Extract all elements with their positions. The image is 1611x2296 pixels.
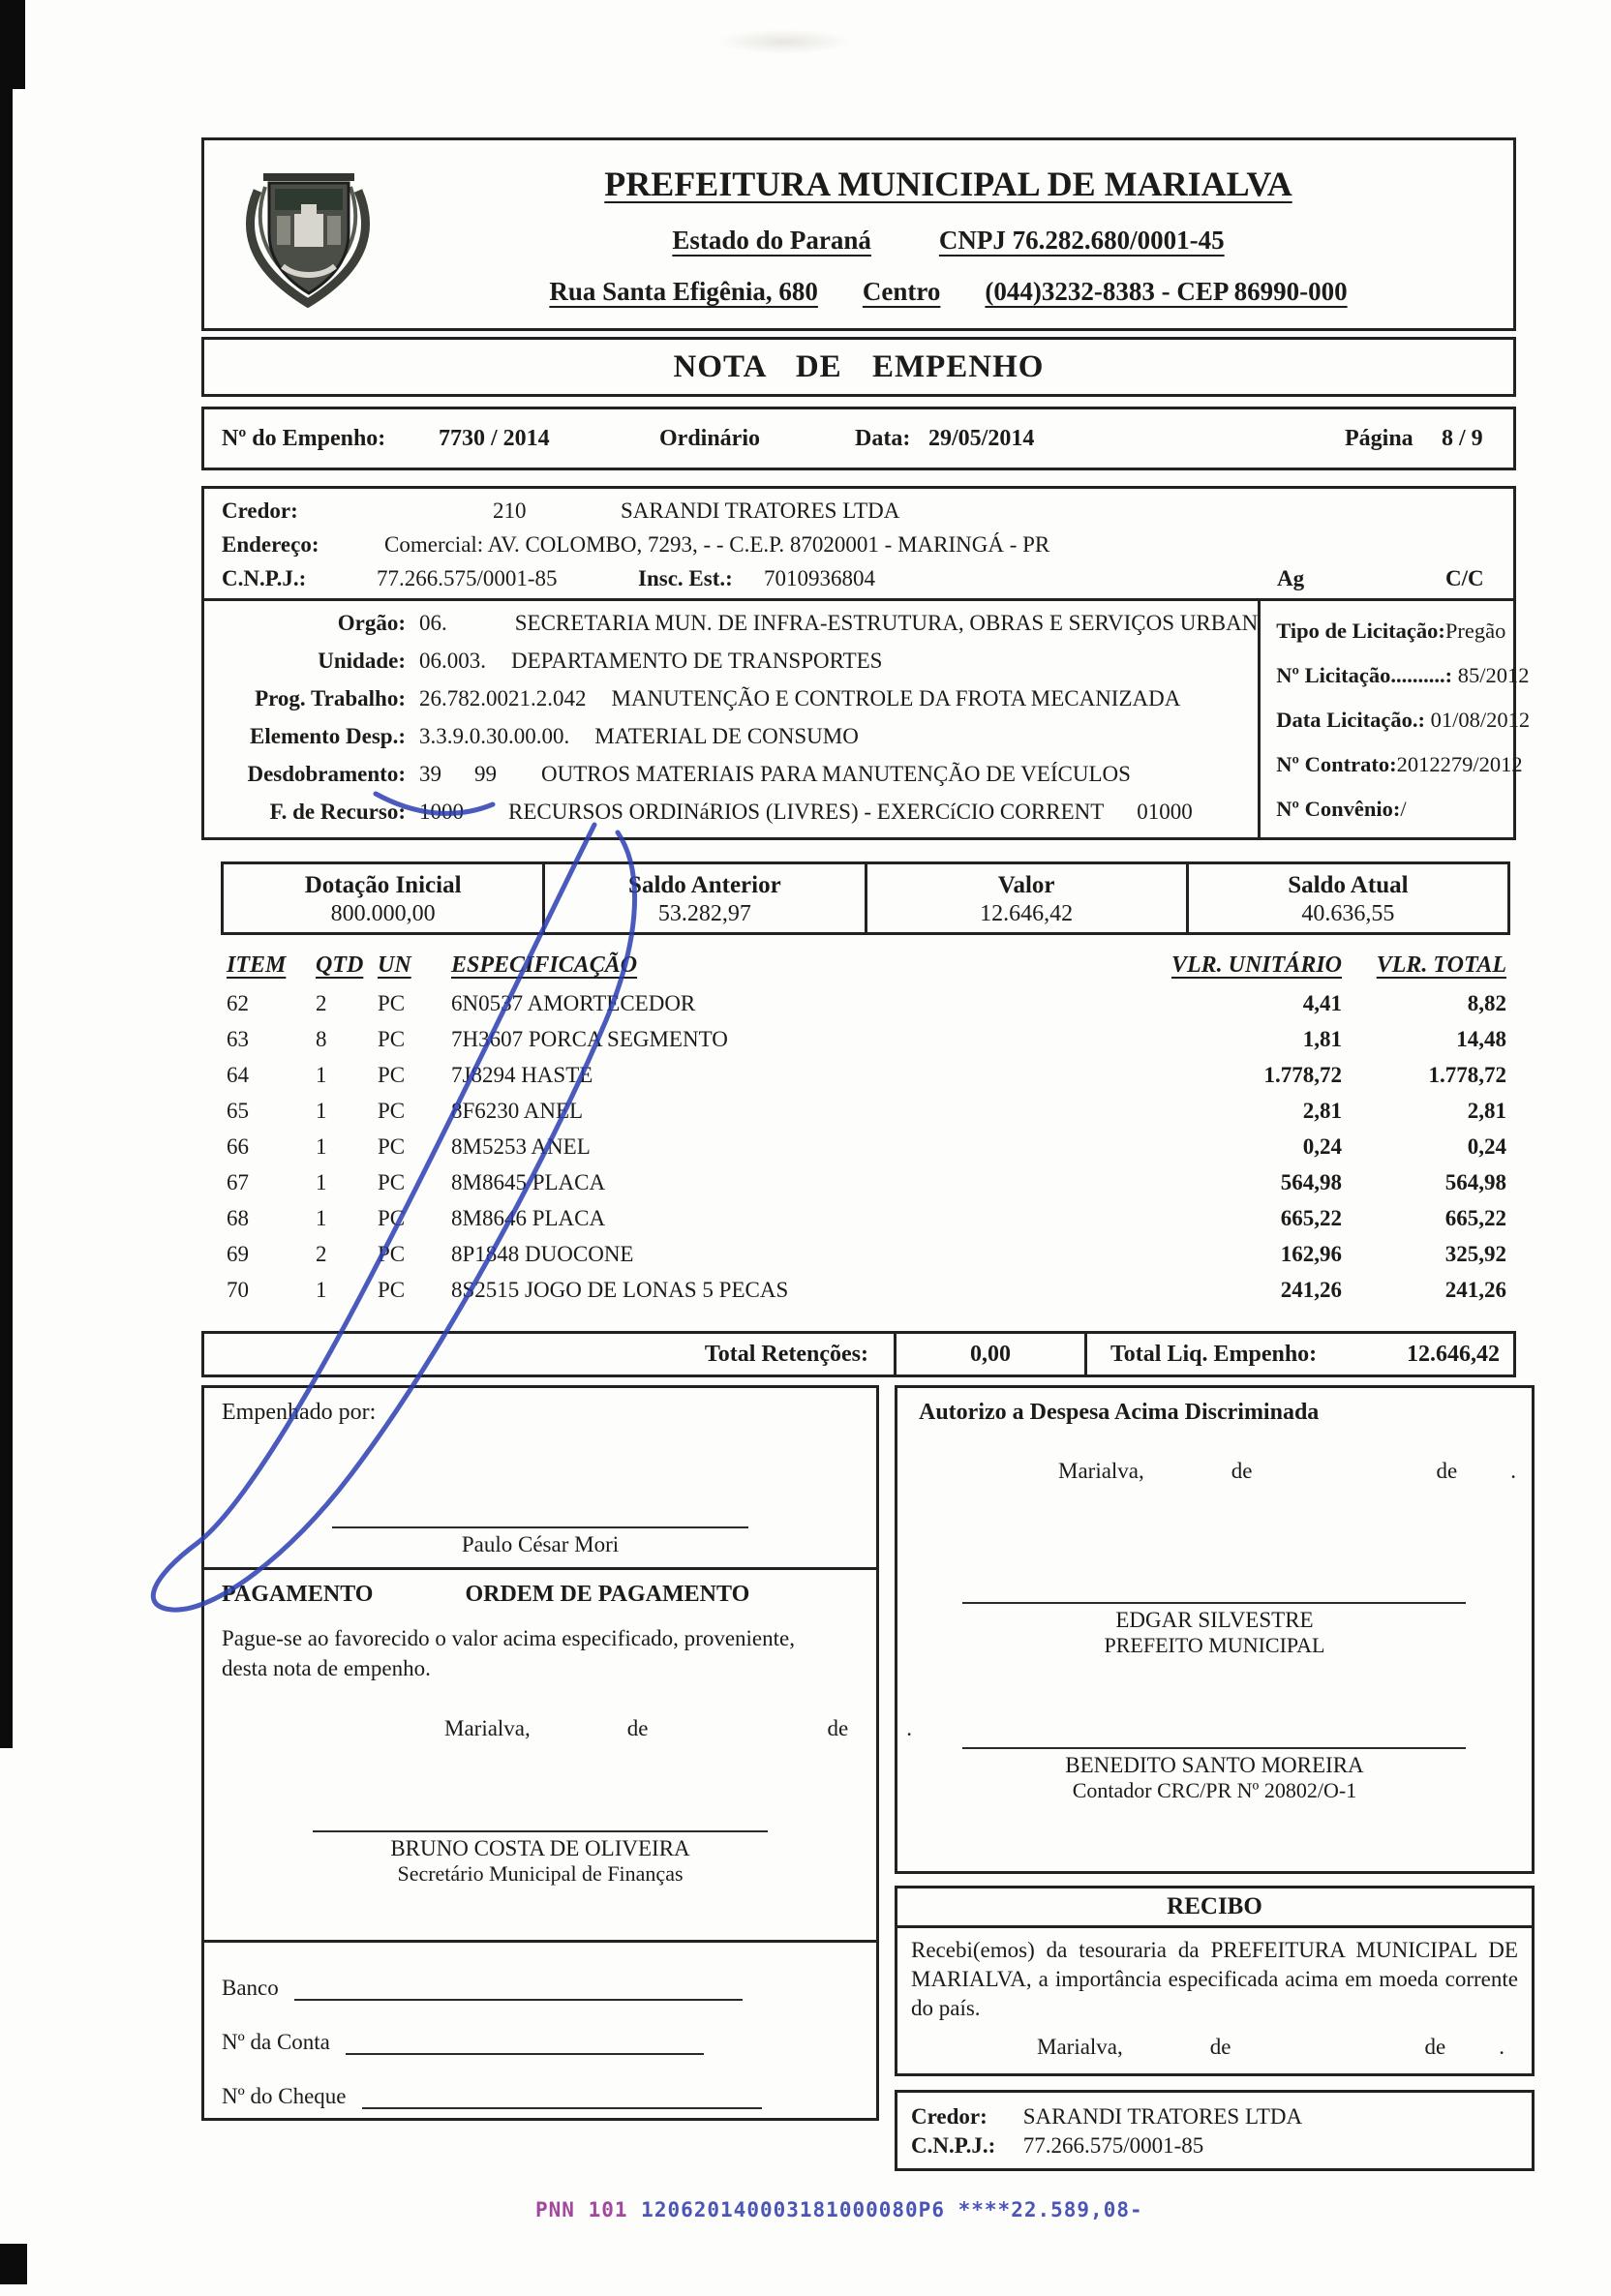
totals-row — [201, 1331, 1516, 1377]
cell-qtd: 1 — [316, 1278, 327, 1302]
creditor-block — [204, 489, 1513, 601]
cell-qtd: 1 — [316, 1063, 327, 1087]
table-row — [201, 1170, 1516, 1206]
cell-un: PC — [378, 991, 406, 1015]
cell-un: PC — [378, 1242, 406, 1266]
fonte-recurso-code2: 01000 — [1137, 800, 1193, 824]
empenho-type: Ordinário — [659, 426, 761, 451]
date-blank-line — [911, 2033, 1518, 2062]
fonte-recurso-label: F. de Recurso: — [269, 800, 406, 824]
total-liquido-cell — [1087, 1334, 1513, 1375]
de-label: de — [1209, 2034, 1231, 2059]
cell-un: PC — [378, 1134, 406, 1159]
signature-line — [313, 1830, 768, 1832]
prog-trabalho-desc: MANUTENÇÃO E CONTROLE DA FROTA MECANIZADA — [611, 686, 1181, 710]
secretario-name: BRUNO COSTA DE OLIVEIRA — [390, 1836, 690, 1861]
balance-value: 53.282,97 — [657, 901, 751, 926]
bidding-info-column — [1258, 601, 1530, 840]
contract-number: 2012279/2012 — [1396, 752, 1523, 776]
budget-classification-block — [204, 601, 1531, 840]
cell-espec: 7J8294 HASTE — [451, 1063, 593, 1087]
creditor-cnpj: 77.266.575/0001-85 — [377, 566, 558, 590]
cell-total: 241,26 — [1444, 1278, 1506, 1302]
date-blank-line — [913, 1459, 1516, 1484]
orgao-code: 06. — [419, 611, 447, 635]
cell-espec: 6N0537 AMORTECEDOR — [451, 991, 696, 1015]
unidade-label: Unidade: — [318, 649, 406, 673]
cell-unitario: 1.778,72 — [1263, 1063, 1342, 1087]
period-mark: . — [906, 1716, 912, 1741]
unidade-code: 06.003. — [419, 649, 486, 673]
empenhado-section — [204, 1388, 876, 1570]
state-registration-label: Insc. Est.: — [638, 566, 733, 590]
page-number-value: 8 / 9 — [1442, 426, 1483, 451]
creditor-cnpj-label: C.N.P.J.: — [222, 566, 307, 590]
bidding-type: Pregão — [1444, 619, 1506, 643]
cell-total: 2,81 — [1467, 1099, 1506, 1123]
table-row — [201, 1242, 1516, 1278]
prog-trabalho-code: 26.782.0021.2.042 — [419, 686, 587, 710]
balance-label: Saldo Anterior — [628, 872, 781, 898]
creditor-name: SARANDI TRATORES LTDA — [621, 498, 900, 523]
bidding-date: 01/08/2012 — [1430, 708, 1531, 732]
cell-un: PC — [378, 1063, 406, 1087]
total-retencoes-label: Total Retenções: — [704, 1341, 868, 1367]
cell-espec: 8S2515 JOGO DE LONAS 5 PECAS — [451, 1278, 789, 1302]
signatures-area — [201, 1385, 1516, 2171]
municipal-coat-of-arms — [204, 158, 412, 311]
bidding-type-label: Tipo de Licitação: — [1276, 619, 1445, 643]
cell-qtd: 2 — [316, 991, 327, 1015]
coat-of-arms-icon — [240, 158, 378, 311]
prog-trabalho-label: Prog. Trabalho: — [255, 686, 406, 710]
period-mark: . — [1499, 2034, 1505, 2059]
contador-name: BENEDITO SANTO MOREIRA — [1065, 1753, 1364, 1777]
cell-qtd: 1 — [316, 1206, 327, 1230]
fonte-recurso-desc: RECURSOS ORDINáRIOS (LIVRES) - EXERCíCIO CORRENT — [508, 800, 1105, 824]
cell-unitario: 564,98 — [1280, 1170, 1342, 1194]
creditor-label: Credor: — [222, 498, 298, 523]
col-item: ITEM — [227, 952, 287, 978]
balance-label: Valor — [997, 872, 1055, 898]
header-address: Rua Santa Efigênia, 680 — [549, 277, 818, 306]
dotmatrix-part1: PNN 101 — [535, 2197, 628, 2221]
document-title: NOTA DE EMPENHO — [673, 348, 1045, 384]
cell-item: 64 — [227, 1063, 249, 1087]
authorization-box — [895, 1385, 1535, 1874]
empenho-form — [201, 137, 1531, 2221]
empenhado-signer-name: Paulo César Mori — [461, 1532, 620, 1556]
contador-role: Contador CRC/PR Nº 20802/O-1 — [1072, 1778, 1357, 1802]
pagamento-text: Pague-se ao favorecido o valor acima especificado, proveniente, desta nota de empenho. — [222, 1626, 795, 1681]
creditor-code: 210 — [493, 498, 527, 523]
scan-edge-artifact-bottom — [0, 2244, 27, 2284]
elemento-desp-label: Elemento Desp.: — [250, 724, 406, 748]
col-qtd: QTD — [316, 952, 364, 978]
cell-espec: 8P1848 DUOCONE — [451, 1242, 634, 1266]
recibo-creditor-box — [895, 2090, 1535, 2171]
city-label: Marialva, — [1037, 2034, 1123, 2059]
cell-item: 65 — [227, 1099, 249, 1123]
balance-label: Dotação Inicial — [304, 872, 462, 898]
cell-item: 68 — [227, 1206, 249, 1230]
cell-unitario: 241,26 — [1280, 1278, 1342, 1302]
table-row — [201, 1063, 1516, 1099]
right-signature-column — [895, 1385, 1535, 2171]
total-liquido-label: Total Liq. Empenho: — [1110, 1341, 1318, 1367]
prefeito-role: PREFEITO MUNICIPAL — [1104, 1633, 1325, 1657]
cell-unitario: 665,22 — [1280, 1206, 1342, 1230]
contract-number-label: Nº Contrato: — [1276, 752, 1397, 776]
desdobramento-code2: 99 — [474, 762, 497, 786]
cell-total: 564,98 — [1444, 1170, 1506, 1194]
cell-total: 8,82 — [1467, 991, 1506, 1015]
total-liquido-value: 12.646,42 — [1407, 1341, 1500, 1367]
recibo-creditor-label: Credor: — [911, 2103, 988, 2129]
cell-espec: 7H3607 PORCA SEGMENTO — [451, 1027, 728, 1051]
cell-unitario: 2,81 — [1302, 1099, 1342, 1123]
col-espec: ESPECIFICAÇÃO — [451, 952, 638, 978]
bidding-number-label: Nº Licitação..........: — [1276, 663, 1453, 687]
cell-unitario: 162,96 — [1280, 1242, 1342, 1266]
cell-unitario: 1,81 — [1302, 1027, 1342, 1051]
balance-value: 800.000,00 — [330, 901, 436, 926]
table-row — [201, 1206, 1516, 1242]
dotmatrix-part2: 120620140003181000080P6 — [641, 2197, 945, 2221]
city-label: Marialva, — [1058, 1459, 1144, 1483]
cell-item: 63 — [227, 1027, 249, 1051]
form-header — [201, 137, 1516, 331]
empenho-number-label: Nº do Empenho: — [222, 426, 386, 451]
bank-label: Banco — [222, 1976, 279, 2000]
bank-blank-line — [294, 1976, 743, 2001]
cell-unitario: 4,41 — [1302, 991, 1342, 1015]
cell-total: 0,24 — [1467, 1134, 1506, 1159]
creditor-and-budget-box — [201, 486, 1531, 840]
balance-valor — [865, 864, 1186, 932]
left-signature-column — [201, 1385, 912, 2121]
de-label: de — [1424, 2034, 1446, 2059]
account-number-label: Nº da Conta — [222, 2030, 330, 2054]
elemento-desp-code: 3.3.9.0.30.00.00. — [419, 724, 570, 748]
cell-item: 67 — [227, 1170, 249, 1194]
bidding-number: 85/2012 — [1457, 663, 1530, 687]
cell-espec: 8M8646 PLACA — [451, 1206, 606, 1230]
elemento-desp-desc: MATERIAL DE CONSUMO — [594, 724, 859, 748]
de-label: de — [1231, 1459, 1253, 1483]
cheque-number-label: Nº do Cheque — [222, 2084, 347, 2108]
empenho-number-row — [201, 407, 1516, 470]
orgao-desc: SECRETARIA MUN. DE INFRA-ESTRUTURA, OBRAS E SERVIÇOS URBAN — [514, 611, 1259, 635]
agreement-number-label: Nº Convênio: — [1276, 797, 1401, 821]
scan-smudge — [716, 29, 852, 54]
empenho-date-value: 29/05/2014 — [928, 426, 1035, 451]
fonte-recurso-code: 1000 — [419, 800, 464, 824]
de-label: de — [1436, 1459, 1458, 1483]
cell-qtd: 1 — [316, 1170, 327, 1194]
budget-classification-left — [204, 601, 1258, 840]
bidding-date-label: Data Licitação.: — [1276, 708, 1426, 732]
state-registration: 7010936804 — [764, 566, 875, 590]
cell-item: 70 — [227, 1278, 249, 1302]
cell-un: PC — [378, 1099, 406, 1123]
table-row — [201, 991, 1516, 1027]
cell-total: 14,48 — [1456, 1027, 1506, 1051]
prefeito-name: EDGAR SILVESTRE — [1115, 1608, 1314, 1632]
header-phone-cep: (044)3232-8383 - CEP 86990-000 — [985, 277, 1348, 306]
items-table — [201, 952, 1516, 1314]
agency-label: Ag — [1277, 566, 1305, 590]
authorization-title: Autorizo a Despesa Acima Discriminada — [919, 1400, 1320, 1425]
secretario-role: Secretário Municipal de Finanças — [397, 1861, 684, 1887]
cell-unitario: 0,24 — [1302, 1134, 1342, 1159]
ordem-pagamento-title: ORDEM DE PAGAMENTO — [465, 1582, 750, 1607]
cell-item: 69 — [227, 1242, 249, 1266]
scan-edge-artifact-left — [0, 0, 13, 1748]
empenho-number-value: 7730 / 2014 — [439, 426, 550, 451]
recibo-box — [895, 1886, 1535, 2076]
header-state: Estado do Paraná — [672, 226, 871, 255]
desdobramento-code: 39 — [419, 762, 441, 786]
table-row — [201, 1027, 1516, 1063]
unidade-desc: DEPARTAMENTO DE TRANSPORTES — [511, 649, 883, 673]
table-row — [201, 1099, 1516, 1134]
cell-qtd: 8 — [316, 1027, 327, 1051]
cell-item: 62 — [227, 991, 249, 1015]
cell-un: PC — [378, 1170, 406, 1194]
recibo-cnpj: 77.266.575/0001-85 — [1022, 2132, 1204, 2158]
signature-line — [332, 1526, 748, 1528]
balance-label: Saldo Atual — [1288, 872, 1409, 898]
col-vlr-unitario: VLR. UNITÁRIO — [1170, 952, 1342, 978]
cell-espec: 8M8645 PLACA — [451, 1170, 606, 1194]
pagamento-section — [204, 1570, 912, 1943]
items-table-header — [201, 952, 1516, 991]
balance-saldo-atual — [1186, 864, 1507, 932]
period-mark: . — [1510, 1459, 1516, 1483]
account-label: C/C — [1445, 566, 1484, 590]
balance-value: 12.646,42 — [980, 901, 1074, 926]
recibo-text: Recebi(emos) da tesouraria da PREFEITURA MUNICIPAL DE MARIALVA, a importância especificada acima em moeda corrente do país. — [911, 1938, 1518, 2020]
cell-un: PC — [378, 1278, 406, 1302]
desdobramento-desc: OUTROS MATERIAIS PARA MANUTENÇÃO DE VEÍCULOS — [541, 762, 1131, 786]
balance-value: 40.636,55 — [1301, 901, 1395, 926]
cell-total: 325,92 — [1444, 1242, 1506, 1266]
cell-qtd: 1 — [316, 1134, 327, 1159]
agreement-number: / — [1400, 797, 1407, 821]
table-row — [201, 1134, 1516, 1170]
balance-dotacao-inicial — [224, 864, 542, 932]
cell-qtd: 1 — [316, 1099, 327, 1123]
dot-matrix-footer-line — [535, 2198, 1516, 2221]
cell-qtd: 2 — [316, 1242, 327, 1266]
recibo-creditor-name: SARANDI TRATORES LTDA — [1022, 2103, 1303, 2129]
cheque-blank-line — [362, 2084, 763, 2109]
creditor-address: Comercial: AV. COLOMBO, 7293, - - C.E.P. 87020001 - MARINGÁ - PR — [384, 532, 1050, 557]
cell-un: PC — [378, 1206, 406, 1230]
pagamento-title: PAGAMENTO — [222, 1582, 374, 1607]
cell-total: 1.778,72 — [1428, 1063, 1506, 1087]
cell-espec: 8F6230 ANEL — [451, 1099, 584, 1123]
cell-item: 66 — [227, 1134, 249, 1159]
recibo-title: RECIBO — [897, 1888, 1532, 1928]
empenhado-label: Empenhado por: — [222, 1400, 377, 1425]
header-text-block — [412, 162, 1513, 307]
table-row — [201, 1278, 1516, 1314]
cell-total: 665,22 — [1444, 1206, 1506, 1230]
header-district: Centro — [862, 277, 941, 306]
balances-box — [221, 861, 1510, 935]
empenho-date-label: Data: — [855, 426, 911, 451]
city-label: Marialva, — [444, 1716, 531, 1741]
desdobramento-label: Desdobramento: — [247, 762, 406, 786]
page-number-label: Página — [1345, 426, 1413, 451]
recibo-cnpj-label: C.N.P.J.: — [911, 2132, 996, 2158]
signature-line — [962, 1602, 1466, 1604]
date-blank-line — [222, 1716, 912, 1741]
bank-section — [204, 1943, 876, 2109]
total-retencoes-value: 0,00 — [894, 1334, 1087, 1375]
header-cnpj: CNPJ 76.282.680/0001-45 — [938, 226, 1225, 255]
creditor-address-label: Endereço: — [222, 532, 319, 557]
balance-saldo-anterior — [542, 864, 864, 932]
de-label: de — [827, 1716, 849, 1741]
col-un: UN — [378, 952, 411, 978]
signature-line — [962, 1747, 1466, 1749]
document-title-box — [201, 337, 1516, 397]
dotmatrix-part3: ****22.589,08- — [957, 2197, 1143, 2221]
cell-un: PC — [378, 1027, 406, 1051]
header-title: PREFEITURA MUNICIPAL DE MARIALVA — [604, 165, 1292, 203]
account-blank-line — [346, 2030, 704, 2055]
col-vlr-total: VLR. TOTAL — [1376, 952, 1506, 978]
orgao-label: Orgão: — [337, 611, 406, 635]
cell-espec: 8M5253 ANEL — [451, 1134, 591, 1159]
de-label: de — [626, 1716, 649, 1741]
